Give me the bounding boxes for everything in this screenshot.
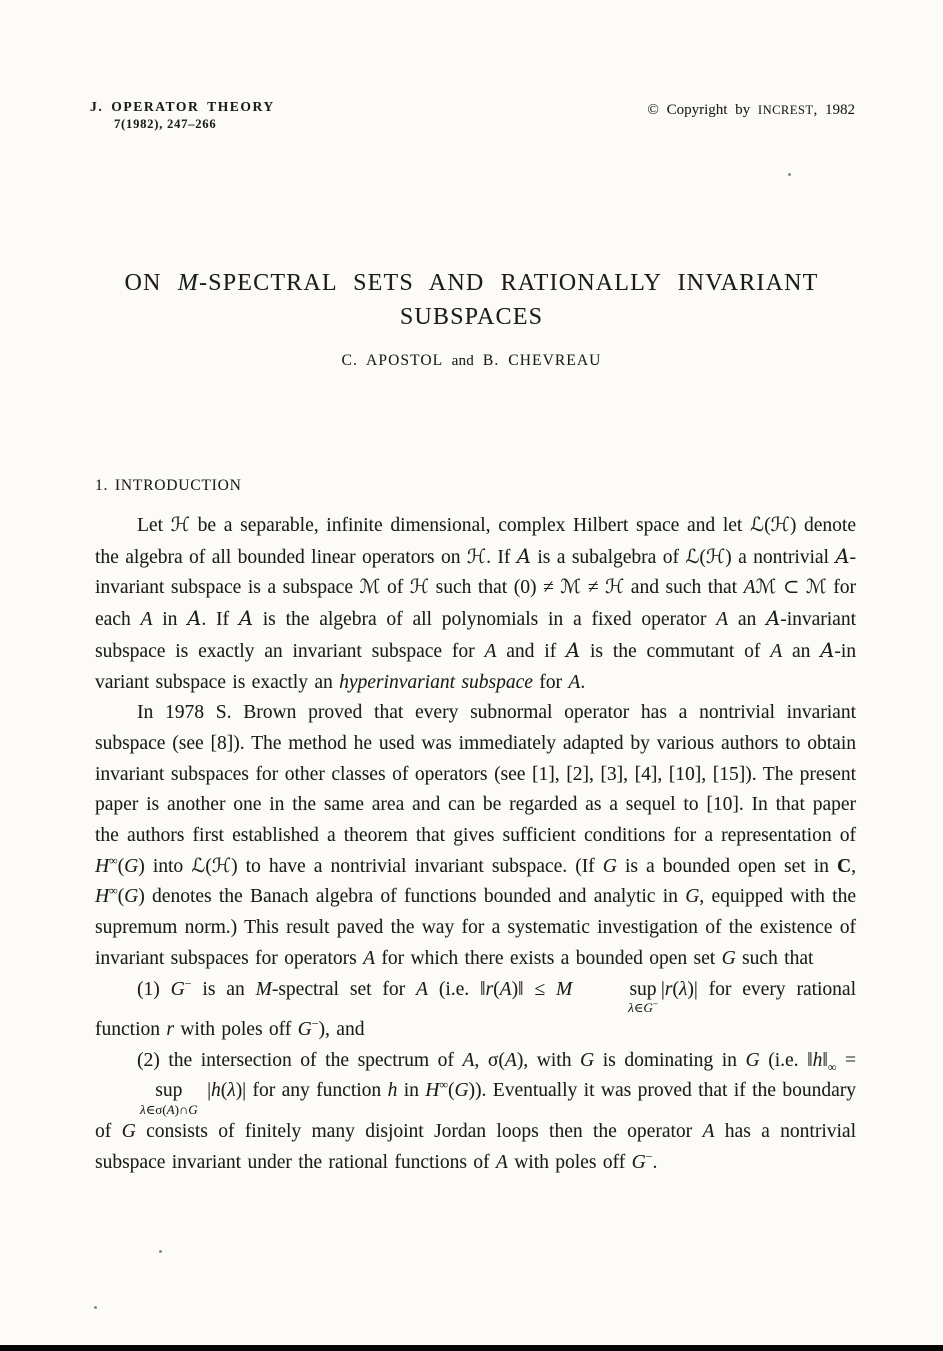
- scan-edge-artifact-bar: [0, 1345, 943, 1351]
- condition-1: (1) G− is an M-spectral set for A (i.e. ‖r(A)‖ ≤ M sup λ∈G− |r(λ)| for every rational function r with poles off G−), and: [95, 976, 857, 1041]
- journal-info: [90, 99, 275, 132]
- condition-2: (2) the intersection of the spectrum of A, σ(A), with G is dominating in G (i.e. $‖h‖_\infty$ = sup λ∈σ(A)∩G |h(λ)| for any function h in H∞(G)). Eventually it was proved that if the boundary of G consists of finitely many disjoint Jordan loops then the operator A has a nontrivial subspace invariant under the rational functions of A with poles off G−.: [95, 1049, 857, 1173]
- scan-speck: [159, 1250, 162, 1253]
- paper-title: ON M-SPECTRAL SETS AND RATIONALLY INVARIANT SUBSPACES: [124, 270, 819, 330]
- intro-paragraph-2: In 1978 S. Brown proved that every subnormal operator has a nontrivial invariant subspace (see [8]). The method he used was immediately adapted by various authors to obtain invariant subspaces for other classes of operators (see [1], [2], [3], [4], [10], [15]). The present paper is another one in the same area and can be regarded as a sequel to [10]. In that paper the authors first established a theorem that gives sufficient conditions for a representation of H∞(G) into ℒ(ℋ) to have a nontrivial invariant subspace. (If G is a bounded open set in C, H∞(G) denotes the Banach algebra of functions bounded and analytic in G, equipped with the supremum norm.) This result paved the way for a systematic investigation of the existence of invariant subspaces for operators A for which there exists a bounded open set G such that: [95, 702, 856, 969]
- article-body: [95, 511, 856, 1178]
- intro-paragraph-1: Let ℋ be a separable, infinite dimensional, complex Hilbert space and let ℒ(ℋ) denote the algebra of all bounded linear operators on ℋ. If A is a subalgebra of ℒ(ℋ) a nontrivial A-invariant subspace is a subspace ℳ of ℋ such that (0) ≠ ℳ ≠ ℋ and such that Aℳ ⊂ ℳ for each A in A. If A is the algebra of all polynomials in a fixed operator A an A-invariant subspace is exactly an invariant subspace for A and if A is the commutant of A an A-in variant subspace is exactly an hyperinvariant subspace for A.: [95, 515, 857, 693]
- scan-speck: [94, 1306, 97, 1309]
- scan-speck: [788, 173, 791, 176]
- section-heading-introduction: 1. INTRODUCTION: [95, 477, 242, 494]
- authors-line: C. APOSTOL and B. CHEVREAU: [341, 352, 602, 369]
- journal-issue-pages: 7(1982), 247–266: [114, 117, 217, 131]
- page-header: [90, 99, 855, 132]
- journal-name: J. OPERATOR THEORY: [90, 99, 275, 114]
- copyright-notice: © Copyright by INCREST, 1982: [647, 102, 855, 118]
